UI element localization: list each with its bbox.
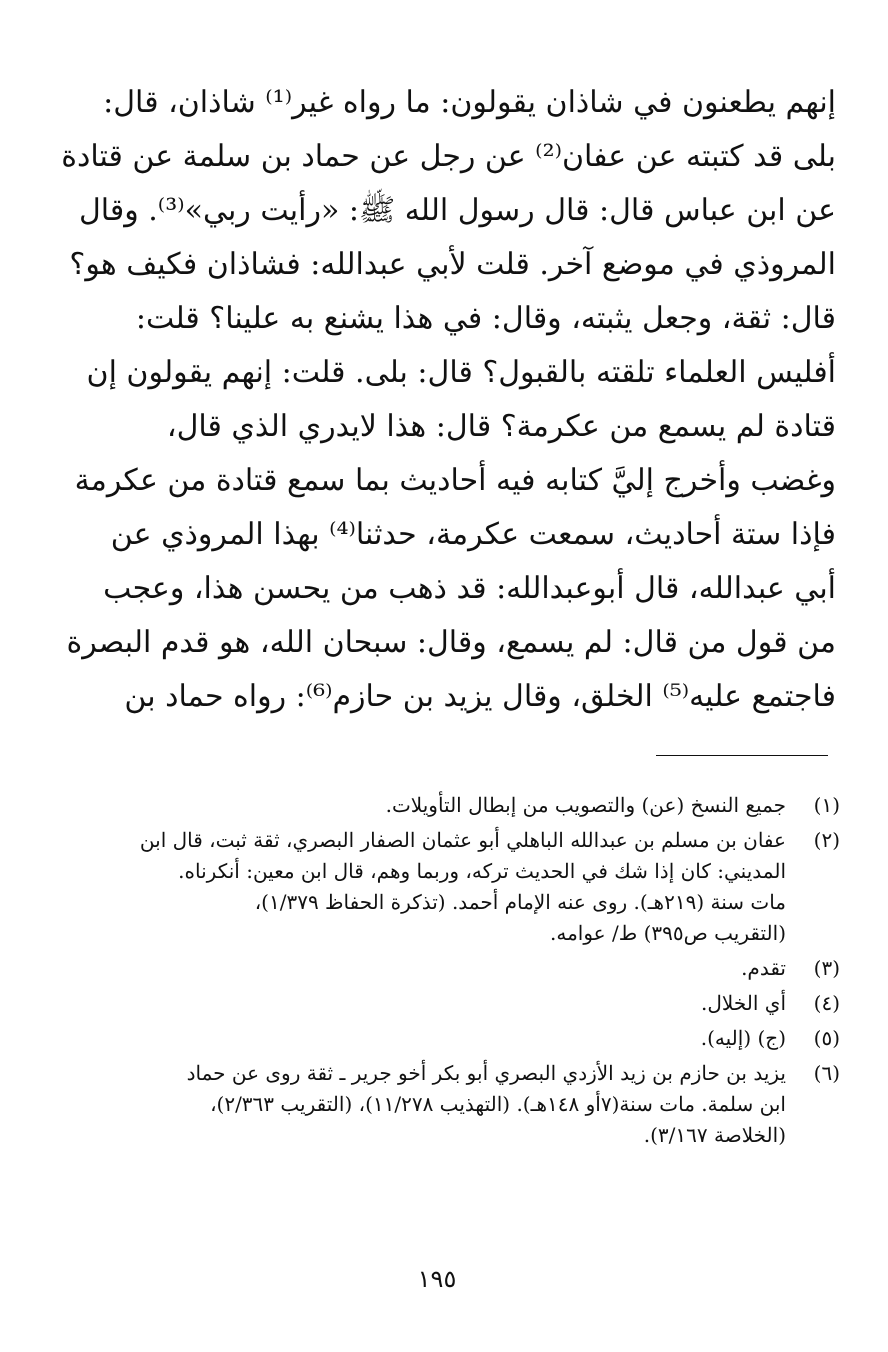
- footnote-item: [150, 988, 840, 1019]
- footnote-item: [150, 1023, 840, 1054]
- main-text-line: من قول من قال: لم يسمع، وقال: سبحان الله، هو قدم البصرة: [66, 625, 836, 660]
- main-text-line: وغضب وأخرج إليَّ كتابه فيه أحاديث بما سمع قتادة من عكرمة: [74, 463, 836, 498]
- footnote-line: عفان بن مسلم بن عبدالله الباهلي أبو عثمان الصفار البصري، ثقة ثبت، قال ابن: [139, 828, 786, 852]
- main-text-line: قال: ثقة، وجعل يثبته، وقال: في هذا يشنع به علينا؟ قلت:: [135, 301, 836, 336]
- main-text-line: أبي عبدالله، قال أبوعبدالله: قد ذهب من يحسن هذا، وعجب: [103, 571, 836, 606]
- main-text-line: بلى قد كتبته عن عفان⁽²⁾ عن رجل عن حماد بن سلمة عن قتادة: [61, 139, 836, 174]
- main-text-line: المروذي في موضع آخر. قلت لأبي عبدالله: فشاذان فكيف هو؟: [69, 247, 836, 282]
- footnote-line: يزيد بن حازم بن زيد الأزدي البصري أبو بكر أخو جرير ـ ثقة روى عن حماد: [186, 1061, 786, 1085]
- main-text-line: فإذا ستة أحاديث، سمعت عكرمة، حدثنا⁽⁴⁾ بهذا المروذي عن: [110, 517, 836, 552]
- main-text-line: قتادة لم يسمع من عكرمة؟ قال: هذا لايدري الذي قال،: [166, 409, 836, 444]
- footnote-item: [150, 790, 840, 821]
- footnote-number: (١): [813, 793, 840, 817]
- footnote-line: المديني: كان إذا شك في الحديث تركه، وربما وهم، قال ابن معين: أنكرناه.: [178, 859, 786, 883]
- footnote-divider: [656, 755, 828, 756]
- footnotes-block: [139, 790, 840, 1155]
- main-text-line: فاجتمع عليه⁽⁵⁾ الخلق، وقال يزيد بن حازم⁽⁶⁾: رواه حماد بن: [124, 679, 836, 714]
- footnote-line: ابن سلمة. مات سنة(٧أو ١٤٨هـ). (التهذيب ١١/٢٧٨)، (التقريب ٢/٣٦٣)،: [210, 1092, 786, 1116]
- page-number: ١٩٥: [417, 1265, 457, 1293]
- footnote-number: (٦): [813, 1061, 840, 1085]
- footnote-line: (الخلاصة ٣/١٦٧).: [643, 1123, 786, 1147]
- main-text-block: [61, 76, 836, 724]
- footnote-number: (٤): [813, 991, 840, 1015]
- footnote-number: (٥): [813, 1026, 840, 1050]
- main-text-line: أفليس العلماء تلقته بالقبول؟ قال: بلى. قلت: إنهم يقولون إن: [86, 355, 836, 390]
- footnote-item: [150, 1058, 840, 1151]
- footnote-line: (ج) (إليه).: [700, 1026, 786, 1050]
- footnote-line: أي الخلال.: [701, 991, 786, 1015]
- footnote-line: تقدم.: [741, 956, 786, 980]
- footnote-line: (التقريب ص٣٩٥) ط/ عوامه.: [550, 921, 786, 945]
- main-text-line: عن ابن عباس قال: قال رسول الله ﷺ: «رأيت ربي»⁽³⁾. وقال: [78, 193, 836, 228]
- footnote-item: [150, 953, 840, 984]
- footnote-line: مات سنة (٢١٩هـ). روى عنه الإمام أحمد. (تذكرة الحفاظ ١/٣٧٩)،: [254, 890, 786, 914]
- footnote-line: جميع النسخ (عن) والتصويب من إبطال التأويلات.: [385, 793, 786, 817]
- footnote-item: [139, 825, 840, 949]
- footnote-number: (٢): [813, 828, 840, 852]
- main-text-line: إنهم يطعنون في شاذان يقولون: ما رواه غير⁽¹⁾ شاذان، قال:: [103, 85, 836, 120]
- footnote-number: (٣): [813, 956, 840, 980]
